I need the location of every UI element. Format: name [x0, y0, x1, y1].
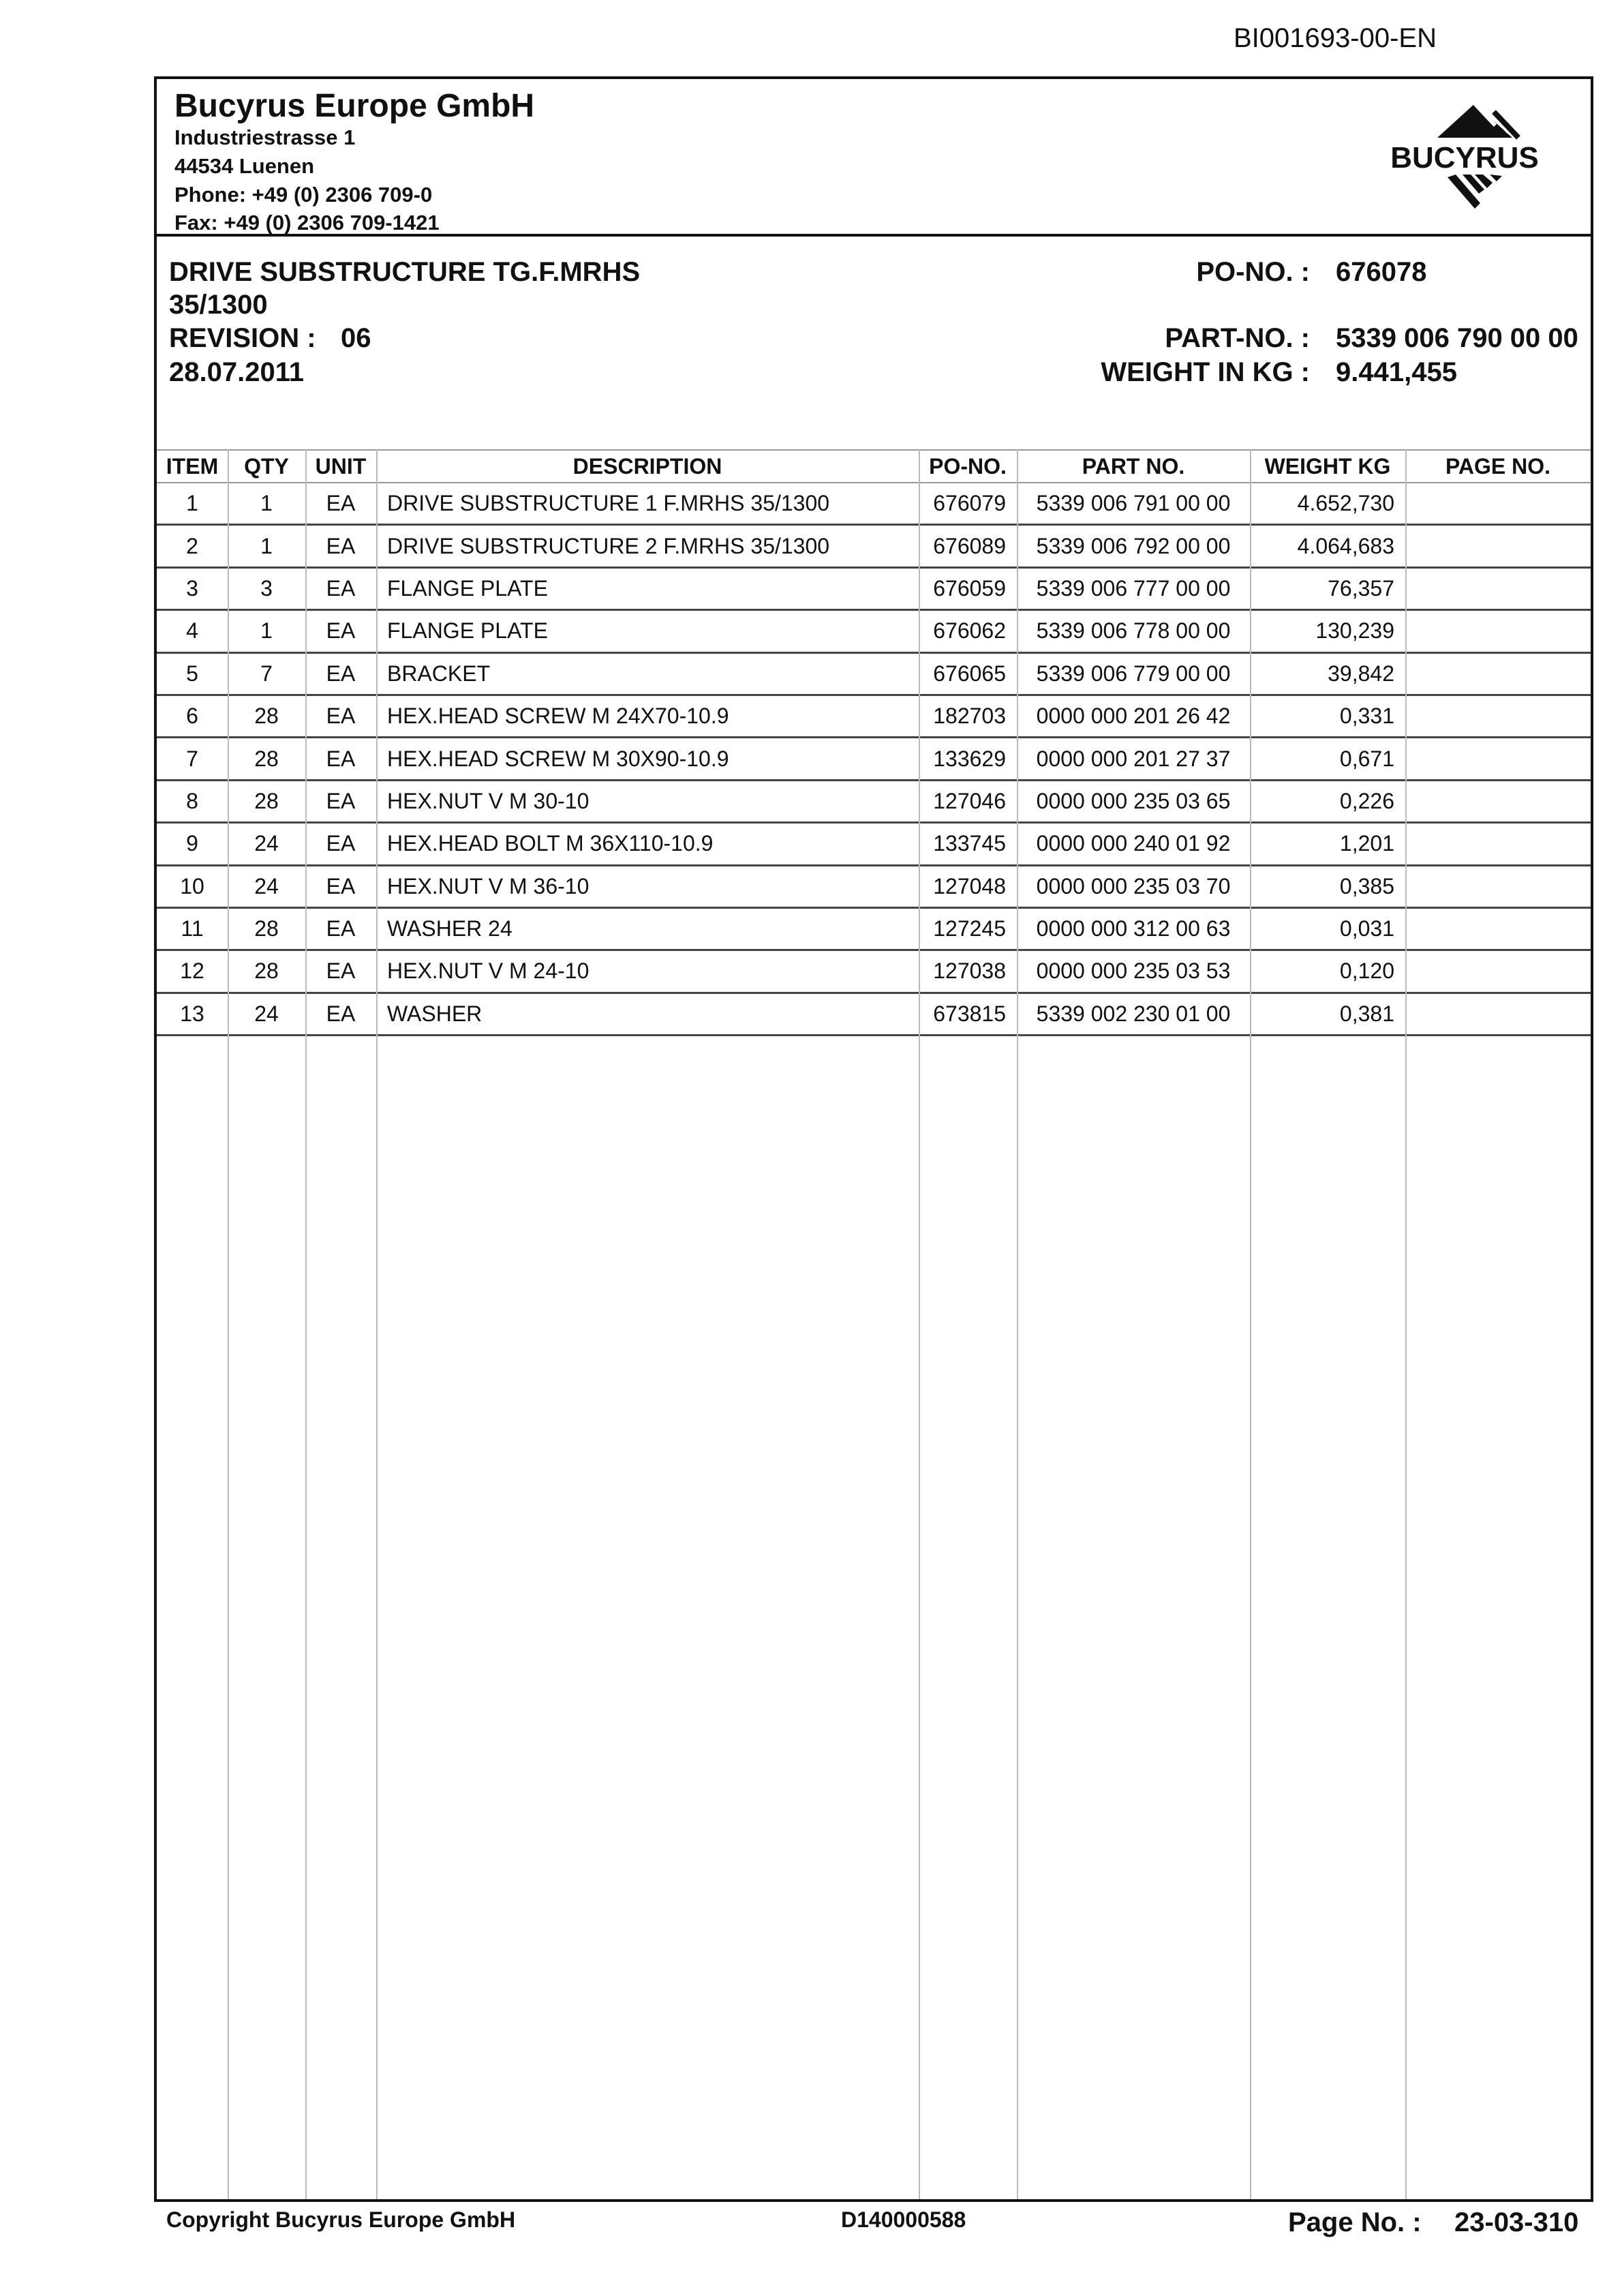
- table-row: [157, 483, 1591, 525]
- table-row: [157, 993, 1591, 1035]
- weight-label: WEIGHT IN KG :: [1101, 357, 1310, 387]
- document-code: D140000588: [841, 2207, 966, 2232]
- cell-po-no: 127046: [919, 780, 1017, 822]
- table-row: [157, 823, 1591, 865]
- part-value: 5339 006 790 00 00: [1336, 323, 1578, 353]
- cell-description: HEX.NUT V M 36-10: [376, 865, 919, 907]
- cell-weight: 0,120: [1250, 950, 1405, 993]
- cell-unit: EA: [305, 950, 376, 993]
- cell-page-no: [1405, 695, 1591, 737]
- cell-item: 5: [157, 652, 228, 695]
- cell-unit: EA: [305, 993, 376, 1035]
- cell-unit: EA: [305, 865, 376, 907]
- copyright: Copyright Bucyrus Europe GmbH: [166, 2207, 516, 2232]
- cell-part-no: 0000 000 201 27 37: [1017, 738, 1250, 780]
- cell-part-no: 0000 000 240 01 92: [1017, 823, 1250, 865]
- cell-weight: 4.652,730: [1250, 483, 1405, 525]
- company-name: Bucyrus Europe GmbH: [174, 88, 535, 124]
- table-row: [157, 567, 1591, 609]
- cell-part-no: 5339 006 777 00 00: [1017, 567, 1250, 609]
- cell-weight: 0,671: [1250, 738, 1405, 780]
- table-row: [157, 652, 1591, 695]
- company-street: Industriestrasse 1: [174, 125, 356, 149]
- cell-part-no: 0000 000 235 03 70: [1017, 865, 1250, 907]
- cell-unit: EA: [305, 695, 376, 737]
- cell-page-no: [1405, 865, 1591, 907]
- cell-description: FLANGE PLATE: [376, 610, 919, 652]
- cell-part-no: 0000 000 312 00 63: [1017, 907, 1250, 950]
- cell-item: 9: [157, 823, 228, 865]
- cell-page-no: [1405, 780, 1591, 822]
- cell-page-no: [1405, 993, 1591, 1035]
- cell-weight: 0,031: [1250, 907, 1405, 950]
- cell-qty: 28: [228, 907, 305, 950]
- cell-description: HEX.HEAD SCREW M 24X70-10.9: [376, 695, 919, 737]
- cell-part-no: 0000 000 201 26 42: [1017, 695, 1250, 737]
- header-weight: WEIGHT KG: [1250, 450, 1405, 483]
- parts-table-area: [157, 449, 1591, 2199]
- cell-description: FLANGE PLATE: [376, 567, 919, 609]
- cell-description: HEX.HEAD SCREW M 30X90-10.9: [376, 738, 919, 780]
- po-value: 676078: [1336, 257, 1427, 287]
- cell-po-no: 673815: [919, 993, 1017, 1035]
- cell-qty: 24: [228, 993, 305, 1035]
- cell-po-no: 676065: [919, 652, 1017, 695]
- cell-description: BRACKET: [376, 652, 919, 695]
- bucyrus-logo-icon: [1373, 98, 1557, 214]
- cell-page-no: [1405, 567, 1591, 609]
- cell-description: HEX.NUT V M 30-10: [376, 780, 919, 822]
- cell-weight: 76,357: [1250, 567, 1405, 609]
- cell-po-no: 676079: [919, 483, 1017, 525]
- company-fax: Fax: +49 (0) 2306 709-1421: [174, 211, 440, 235]
- cell-part-no: 5339 002 230 01 00: [1017, 993, 1250, 1035]
- header-page-no: PAGE NO.: [1405, 450, 1591, 483]
- cell-part-no: 0000 000 235 03 53: [1017, 950, 1250, 993]
- cell-page-no: [1405, 610, 1591, 652]
- cell-part-no: 5339 006 791 00 00: [1017, 483, 1250, 525]
- cell-weight: 0,226: [1250, 780, 1405, 822]
- weight-value: 9.441,455: [1336, 357, 1457, 387]
- cell-item: 13: [157, 993, 228, 1035]
- cell-weight: 4.064,683: [1250, 525, 1405, 567]
- header-part-no: PART NO.: [1017, 450, 1250, 483]
- company-city: 44534 Luenen: [174, 154, 315, 178]
- cell-page-no: [1405, 907, 1591, 950]
- cell-po-no: 676059: [919, 567, 1017, 609]
- cell-weight: 0,385: [1250, 865, 1405, 907]
- cell-weight: 0,331: [1250, 695, 1405, 737]
- cell-po-no: 127038: [919, 950, 1017, 993]
- cell-item: 7: [157, 738, 228, 780]
- table-row: [157, 610, 1591, 652]
- cell-qty: 7: [228, 652, 305, 695]
- cell-page-no: [1405, 738, 1591, 780]
- table-row: [157, 695, 1591, 737]
- document-frame: [154, 76, 1593, 2202]
- cell-qty: 28: [228, 780, 305, 822]
- cell-description: HEX.HEAD BOLT M 36X110-10.9: [376, 823, 919, 865]
- cell-qty: 1: [228, 483, 305, 525]
- cell-item: 3: [157, 567, 228, 609]
- table-row: [157, 865, 1591, 907]
- cell-page-no: [1405, 950, 1591, 993]
- cell-page-no: [1405, 483, 1591, 525]
- cell-item: 12: [157, 950, 228, 993]
- cell-description: WASHER 24: [376, 907, 919, 950]
- table-row: [157, 950, 1591, 993]
- cell-qty: 28: [228, 738, 305, 780]
- doc-id: BI001693-00-EN: [1234, 23, 1437, 53]
- cell-po-no: 676089: [919, 525, 1017, 567]
- header-description: DESCRIPTION: [376, 450, 919, 483]
- assembly-title-line1: DRIVE SUBSTRUCTURE TG.F.MRHS: [169, 257, 641, 287]
- cell-po-no: 127048: [919, 865, 1017, 907]
- cell-unit: EA: [305, 652, 376, 695]
- cell-unit: EA: [305, 823, 376, 865]
- cell-item: 10: [157, 865, 228, 907]
- cell-description: HEX.NUT V M 24-10: [376, 950, 919, 993]
- cell-item: 1: [157, 483, 228, 525]
- cell-qty: 3: [228, 567, 305, 609]
- cell-page-no: [1405, 652, 1591, 695]
- cell-po-no: 133629: [919, 738, 1017, 780]
- cell-qty: 24: [228, 865, 305, 907]
- parts-table: [157, 449, 1591, 1036]
- header-po-no: PO-NO.: [919, 450, 1017, 483]
- cell-weight: 1,201: [1250, 823, 1405, 865]
- cell-qty: 24: [228, 823, 305, 865]
- table-row: [157, 780, 1591, 822]
- cell-weight: 0,381: [1250, 993, 1405, 1035]
- logo-text: BUCYRUS: [1390, 141, 1539, 175]
- page-number-label: Page No. :: [1288, 2207, 1422, 2237]
- cell-unit: EA: [305, 610, 376, 652]
- cell-unit: EA: [305, 738, 376, 780]
- cell-description: DRIVE SUBSTRUCTURE 2 F.MRHS 35/1300: [376, 525, 919, 567]
- cell-po-no: 676062: [919, 610, 1017, 652]
- cell-weight: 39,842: [1250, 652, 1405, 695]
- revision-value: 06: [341, 323, 371, 353]
- page-footer: [0, 2207, 1622, 2248]
- cell-po-no: 133745: [919, 823, 1017, 865]
- cell-unit: EA: [305, 483, 376, 525]
- assembly-title-line2: 35/1300: [169, 290, 268, 320]
- cell-qty: 1: [228, 610, 305, 652]
- cell-po-no: 182703: [919, 695, 1017, 737]
- cell-part-no: 5339 006 792 00 00: [1017, 525, 1250, 567]
- cell-description: WASHER: [376, 993, 919, 1035]
- table-row: [157, 738, 1591, 780]
- cell-unit: EA: [305, 907, 376, 950]
- cell-item: 4: [157, 610, 228, 652]
- cell-item: 11: [157, 907, 228, 950]
- cell-po-no: 127245: [919, 907, 1017, 950]
- part-label: PART-NO. :: [1165, 323, 1310, 353]
- cell-part-no: 5339 006 778 00 00: [1017, 610, 1250, 652]
- page-number-value: 23-03-310: [1454, 2207, 1579, 2237]
- cell-description: DRIVE SUBSTRUCTURE 1 F.MRHS 35/1300: [376, 483, 919, 525]
- header-unit: UNIT: [305, 450, 376, 483]
- cell-qty: 1: [228, 525, 305, 567]
- cell-part-no: 5339 006 779 00 00: [1017, 652, 1250, 695]
- cell-qty: 28: [228, 950, 305, 993]
- cell-qty: 28: [228, 695, 305, 737]
- cell-unit: EA: [305, 780, 376, 822]
- cell-part-no: 0000 000 235 03 65: [1017, 780, 1250, 822]
- company-phone: Phone: +49 (0) 2306 709-0: [174, 183, 433, 207]
- assembly-date: 28.07.2011: [169, 357, 304, 387]
- header-item: ITEM: [157, 450, 228, 483]
- cell-unit: EA: [305, 525, 376, 567]
- cell-item: 2: [157, 525, 228, 567]
- cell-weight: 130,239: [1250, 610, 1405, 652]
- table-row: [157, 907, 1591, 950]
- table-header-row: [157, 450, 1591, 483]
- company-header: [157, 79, 1591, 237]
- table-row: [157, 525, 1591, 567]
- cell-page-no: [1405, 823, 1591, 865]
- cell-page-no: [1405, 525, 1591, 567]
- cell-item: 6: [157, 695, 228, 737]
- po-label: PO-NO. :: [1196, 257, 1310, 287]
- cell-item: 8: [157, 780, 228, 822]
- header-qty: QTY: [228, 450, 305, 483]
- revision-label: REVISION :: [169, 323, 316, 353]
- cell-unit: EA: [305, 567, 376, 609]
